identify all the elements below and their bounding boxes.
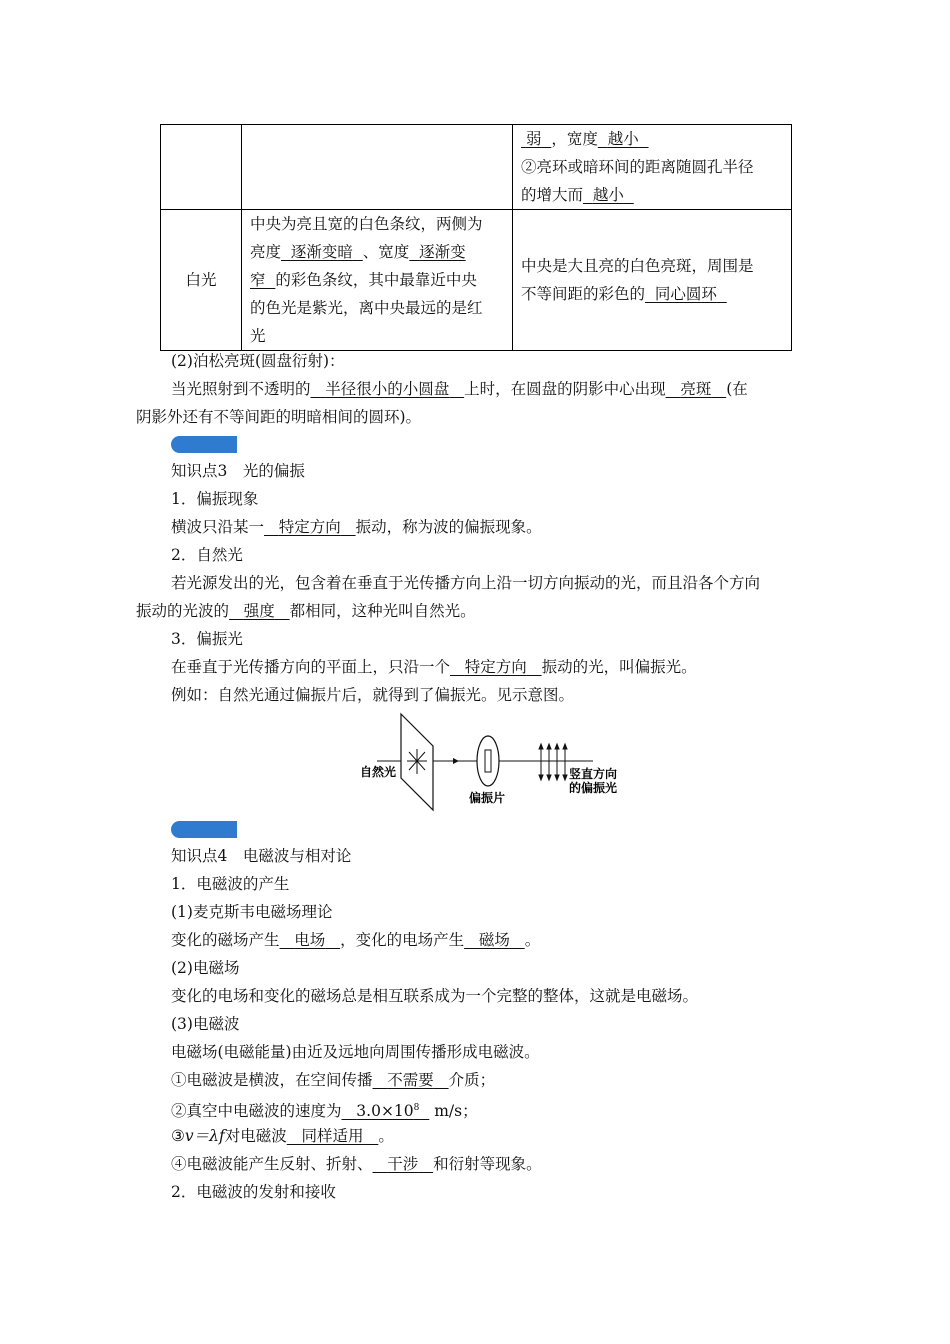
blank-answer: 特定方向 <box>278 518 341 536</box>
blank-answer: 磁场 <box>478 931 510 949</box>
subsection-heading: 3．偏振光 <box>171 630 243 648</box>
table-cell-left <box>242 125 513 210</box>
table-cell-right <box>513 210 792 351</box>
paragraph: 例如：自然光通过偏振片后，就得到了偏振光。见示意图。 <box>171 686 575 704</box>
cell-text: 亮度 <box>250 243 282 261</box>
arrow-icon <box>453 758 459 764</box>
cell-text: ，宽度 <box>551 130 598 148</box>
blank-answer: 强度 <box>243 602 275 620</box>
cell-text: ②亮环或暗环间的距离随圆孔半径 <box>521 158 754 176</box>
cell-text: 的彩色条纹，其中最靠近中央 <box>275 271 477 289</box>
figure-label: 的偏振光 <box>569 781 618 795</box>
cell-text: 不等间距的彩色的 <box>521 285 646 303</box>
paragraph: 横波只沿某一 特定方向 振动，称为波的偏振现象。 <box>171 518 542 536</box>
figure-label: 偏振片 <box>469 791 506 805</box>
blank-answer: 同样适用 <box>301 1127 364 1145</box>
subsection-heading: 1．偏振现象 <box>171 490 259 508</box>
cell-text: 、宽度 <box>362 243 410 261</box>
blank-answer: 不需要 <box>387 1071 434 1089</box>
vertical-polarized-light-icon <box>539 744 567 780</box>
subsection-heading: (2)泊松亮斑(圆盘衍射)： <box>171 352 345 370</box>
list-item: ②真空中电磁波的速度为 $3.0\times 10^8$ m/s； <box>171 1102 478 1121</box>
polarizer-slit <box>485 750 491 772</box>
subsection-heading: 1．电磁波的产生 <box>171 875 290 893</box>
blank-answer: 同心圆环 <box>654 285 717 303</box>
blank-answer: 窄 <box>250 271 266 289</box>
section-badge <box>171 821 237 838</box>
blank-answer: 越小 <box>592 186 624 204</box>
blank-answer: 弱 <box>525 130 542 148</box>
blank-answer: 逐渐变暗 <box>290 243 353 261</box>
blank-answer: 电场 <box>294 931 326 949</box>
section-title: 知识点3 光的偏振 <box>171 462 305 480</box>
section-title: 知识点4 电磁波与相对论 <box>171 847 352 865</box>
paragraph: 变化的电场和变化的磁场总是相互联系成为一个完整的整体，这就是电磁场。 <box>171 987 699 1005</box>
subsection-heading: 2．电磁波的发射和接收 <box>171 1183 336 1201</box>
table-row <box>161 125 792 210</box>
blank-answer: 逐渐变 <box>419 243 466 261</box>
blank-answer: 干涉 <box>387 1155 419 1173</box>
paragraph: 若光源发出的光，包含着在垂直于光传播方向上沿一切方向振动的光，而且沿各个方向 <box>171 574 761 592</box>
table-cell-right <box>513 125 792 210</box>
cell-text: 的色光是紫光，离中央最远的是红 <box>250 299 483 317</box>
blank-answer: 越小 <box>607 130 639 148</box>
diffraction-table <box>160 124 792 351</box>
blank-answer: 特定方向 <box>464 658 527 676</box>
list-item: ④电磁波能产生反射、折射、 干涉 和衍射等现象。 <box>171 1155 542 1173</box>
blank-answer: 半径很小的小圆盘 <box>325 380 450 398</box>
cell-text: 中央为亮且宽的白色条纹，两侧为 <box>250 215 483 233</box>
subsection-heading: 2．自然光 <box>171 546 243 564</box>
paragraph: 振动的光波的 强度 都相同，这种光叫自然光。 <box>136 602 476 620</box>
polarization-figure <box>355 712 635 812</box>
list-item: ①电磁波是横波，在空间传播 不需要 介质； <box>171 1071 496 1089</box>
table-row <box>161 210 792 351</box>
subsection-heading: (1)麦克斯韦电磁场理论 <box>171 903 333 921</box>
paragraph: 变化的磁场产生 电场 ，变化的电场产生 磁场 。 <box>171 931 541 949</box>
blank-answer: $3.0\times 10^8$ <box>356 1102 420 1121</box>
figure-label: 竖直方向 <box>569 767 618 781</box>
cell-text: 的增大而 <box>521 186 584 204</box>
paragraph: 电磁场(电磁能量)由近及远地向周围传播形成电磁波。 <box>171 1043 540 1061</box>
list-item: ③v＝λf对电磁波 同样适用 。 <box>171 1127 394 1145</box>
subsection-heading: (3)电磁波 <box>171 1015 240 1033</box>
section-badge <box>171 436 237 453</box>
blank-answer: 亮斑 <box>680 380 712 398</box>
paragraph: 当光照射到不透明的 半径很小的小圆盘 上时，在圆盘的阴影中心出现 亮斑 (在 <box>171 380 748 398</box>
cell-text: 光 <box>250 327 266 345</box>
subsection-heading: (2)电磁场 <box>171 959 240 977</box>
paragraph: 阴影外还有不等间距的明暗相间的圆环)。 <box>136 408 422 426</box>
table-cell-left <box>242 210 513 351</box>
figure-label: 自然光 <box>360 765 397 779</box>
table-cell-label <box>161 125 242 210</box>
table-cell-label: 白光 <box>161 210 242 351</box>
paragraph: 在垂直于光传播方向的平面上，只沿一个 特定方向 振动的光，叫偏振光。 <box>171 658 697 676</box>
cell-text: 中央是大且亮的白色亮斑，周围是 <box>521 257 754 275</box>
